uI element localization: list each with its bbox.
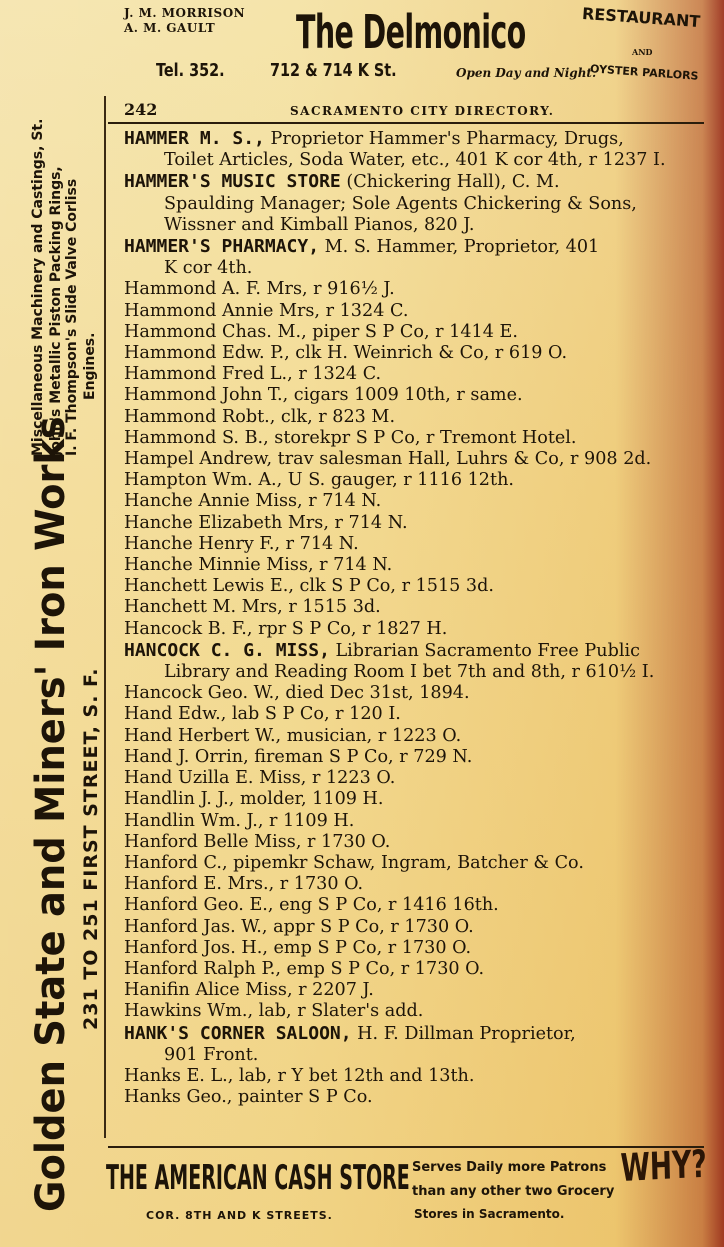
entry-continuation: Spaulding Manager; Sole Agents Chickering & Sons, (164, 193, 637, 214)
proprietor-line: J. M. MORRISON (124, 6, 246, 20)
footer-ad-serves-line: Serves Daily more Patrons (412, 1160, 607, 1175)
directory-entry (124, 1066, 704, 1087)
directory-entry (124, 832, 704, 853)
entry-continuation: Toilet Articles, Soda Water, etc., 401 K cor 4th, r 1237 I. (164, 150, 666, 171)
directory-entry (124, 704, 704, 725)
directory-entry (124, 343, 704, 364)
entry-text: Hanche Henry F., r 714 N. (124, 533, 359, 554)
directory-entry (124, 726, 704, 747)
side-ad-street: 231 TO 251 FIRST STREET, S. F. (80, 667, 102, 1030)
page-number: 242 (124, 100, 158, 119)
directory-entry (124, 1001, 704, 1022)
entry-text: Hanks E. L., lab, r Y bet 12th and 13th. (124, 1065, 475, 1086)
entry-text: Hanford Belle Miss, r 1730 O. (124, 831, 391, 852)
directory-entry (124, 449, 704, 470)
entry-text: Hammond Edw. P., clk H. Weinrich & Co, r 619 O. (124, 343, 568, 364)
footer-ad-serves-line: than any other two Grocery (412, 1184, 615, 1199)
directory-entry (124, 428, 704, 449)
directory-entry (124, 491, 704, 512)
directory-entry (124, 917, 704, 938)
entry-text: Hammond Fred L., r 1324 C. (124, 364, 382, 385)
directory-entry (124, 980, 704, 1001)
entry-text: Hampel Andrew, trav salesman Hall, Luhrs & Co, r 908 2d. (124, 449, 652, 470)
directory-entry (124, 895, 704, 916)
side-divider (104, 96, 106, 1138)
entry-text: Hanchett Lewis E., clk S P Co, r 1515 3d. (124, 576, 494, 597)
side-ad-misc-line: Miscellaneous Machinery and Castings, St. (30, 118, 46, 456)
directory-entry (124, 640, 704, 683)
directory-entry (124, 364, 704, 385)
header-rule (108, 122, 704, 124)
footer-ad-serves (412, 1156, 614, 1204)
directory-entry (124, 171, 704, 236)
entry-text: Hanche Minnie Miss, r 714 N. (124, 555, 393, 576)
directory-entry (124, 407, 704, 428)
side-ad-misc-line: John's Metallic Piston Packing Rings, (48, 166, 64, 456)
entry-continuation: Wissner and Kimball Pianos, 820 J. (164, 214, 475, 235)
entry-continuation: K cor 4th. (164, 258, 253, 279)
directory-entry (124, 959, 704, 980)
entry-text: Hanks Geo., painter S P Co. (124, 1087, 373, 1108)
directory-entry (124, 1023, 704, 1066)
directory-entry (124, 279, 704, 300)
directory-entry (124, 853, 704, 874)
side-ad-iron-works: Golden State and Miners' Iron Works (28, 416, 74, 1212)
footer-ad-stores: Stores in Sacramento. (414, 1207, 565, 1221)
header-ad-oyster: OYSTER PARLORS (589, 62, 699, 83)
directory-entry (124, 576, 704, 597)
page-title: SACRAMENTO CITY DIRECTORY. (290, 104, 555, 118)
entry-text: Hancock Geo. W., died Dec 31st, 1894. (124, 683, 470, 704)
directory-entry (124, 470, 704, 491)
entry-text: Hand Edw., lab S P Co, r 120 I. (124, 704, 401, 725)
entry-text: Hammond Robt., clk, r 823 M. (124, 406, 396, 427)
footer-ad-address: COR. 8TH AND K STREETS. (146, 1209, 333, 1222)
entry-text: Hancock B. F., rpr S P Co, r 1827 H. (124, 618, 448, 639)
entry-continuation: Library and Reading Room I bet 7th and 8th, r 610½ I. (164, 662, 655, 683)
header-ad-address: 712 & 714 K St. (270, 60, 397, 81)
entry-text: Hanifin Alice Miss, r 2207 J. (124, 980, 374, 1001)
directory-entry (124, 597, 704, 618)
entry-heading: HANCOCK C. G. MISS, (124, 639, 330, 661)
directory-entry (124, 385, 704, 406)
entry-text: M. S. Hammer, Proprietor, 401 (319, 237, 600, 258)
entry-text: Handlin J. J., molder, 1109 H. (124, 789, 384, 810)
entry-text: Hanchett M. Mrs, r 1515 3d. (124, 597, 381, 618)
entry-heading: HAMMER'S PHARMACY, (124, 236, 320, 258)
header-ad-open: Open Day and Night. (456, 66, 597, 80)
directory-entry (124, 322, 704, 343)
directory-entry (124, 938, 704, 959)
entry-text: Hammond John T., cigars 1009 10th, r same. (124, 385, 523, 406)
directory-entry (124, 874, 704, 895)
directory-entries (124, 128, 704, 1108)
footer-ad-why: WHY? (620, 1141, 708, 1190)
entry-text: Librarian Sacramento Free Public (329, 640, 640, 661)
entry-text: H. F. Dillman Proprietor, (351, 1023, 576, 1044)
entry-text: Hand J. Orrin, fireman S P Co, r 729 N. (124, 746, 473, 767)
entry-text: Hanche Elizabeth Mrs, r 714 N. (124, 512, 408, 533)
entry-text: Hammond Annie Mrs, r 1324 C. (124, 300, 409, 321)
directory-entry (124, 619, 704, 640)
entry-heading: HANK'S CORNER SALOON, (124, 1022, 352, 1044)
directory-entry (124, 555, 704, 576)
header-ad-title: The Delmonico (296, 5, 526, 59)
directory-entry (124, 683, 704, 704)
entry-text: Hampton Wm. A., U S. gauger, r 1116 12th. (124, 470, 514, 491)
entry-text: Hand Herbert W., musician, r 1223 O. (124, 725, 462, 746)
entry-text: Hammond Chas. M., piper S P Co, r 1414 E. (124, 321, 518, 342)
entry-text: Hanford Ralph P., emp S P Co, r 1730 O. (124, 958, 485, 979)
header-ad-tel: Tel. 352. (156, 60, 225, 81)
entry-text: Hammond A. F. Mrs, r 916½ J. (124, 279, 395, 300)
entry-text: Hanche Annie Miss, r 714 N. (124, 491, 382, 512)
entry-heading: HAMMER'S MUSIC STORE (124, 171, 341, 193)
entry-text: Hanford Jas. W., appr S P Co, r 1730 O. (124, 916, 474, 937)
entry-text: Hammond S. B., storekpr S P Co, r Tremont Hotel. (124, 427, 577, 448)
entry-text: Hand Uzilla E. Miss, r 1223 O. (124, 768, 396, 789)
side-ad-misc-line: Engines. (82, 332, 98, 400)
entry-text: (Chickering Hall), C. M. (340, 172, 560, 193)
directory-entry (124, 301, 704, 322)
header-ad-and: AND (632, 47, 653, 57)
footer-rule (108, 1146, 704, 1148)
entry-text: Hanford E. Mrs., r 1730 O. (124, 874, 364, 895)
entry-text: Hawkins Wm., lab, r Slater's add. (124, 1001, 424, 1022)
directory-entry (124, 811, 704, 832)
proprietor-line: A. M. GAULT (124, 21, 216, 35)
entry-text: Handlin Wm. J., r 1109 H. (124, 810, 355, 831)
header-ad-proprietors (124, 6, 245, 36)
directory-entry (124, 236, 704, 279)
directory-entry (124, 1087, 704, 1108)
directory-entry (124, 747, 704, 768)
side-ad-misc-line: I. F. Thompson's Slide Valve Corliss (64, 178, 80, 456)
directory-entry (124, 513, 704, 534)
directory-entry (124, 768, 704, 789)
directory-entry (124, 534, 704, 555)
entry-continuation: 901 Front. (164, 1044, 259, 1065)
entry-text: Hanford C., pipemkr Schaw, Ingram, Batcher & Co. (124, 852, 584, 873)
entry-heading: HAMMER M. S., (124, 128, 265, 149)
footer-ad-store: THE AMERICAN CASH STORE (106, 1158, 410, 1198)
entry-text: Hanford Geo. E., eng S P Co, r 1416 16th. (124, 895, 499, 916)
entry-text: Hanford Jos. H., emp S P Co, r 1730 O. (124, 937, 472, 958)
directory-entry (124, 128, 704, 171)
header-ad-restaurant: RESTAURANT (581, 3, 701, 32)
entry-text: Proprietor Hammer's Pharmacy, Drugs, (264, 129, 624, 149)
directory-entry (124, 789, 704, 810)
